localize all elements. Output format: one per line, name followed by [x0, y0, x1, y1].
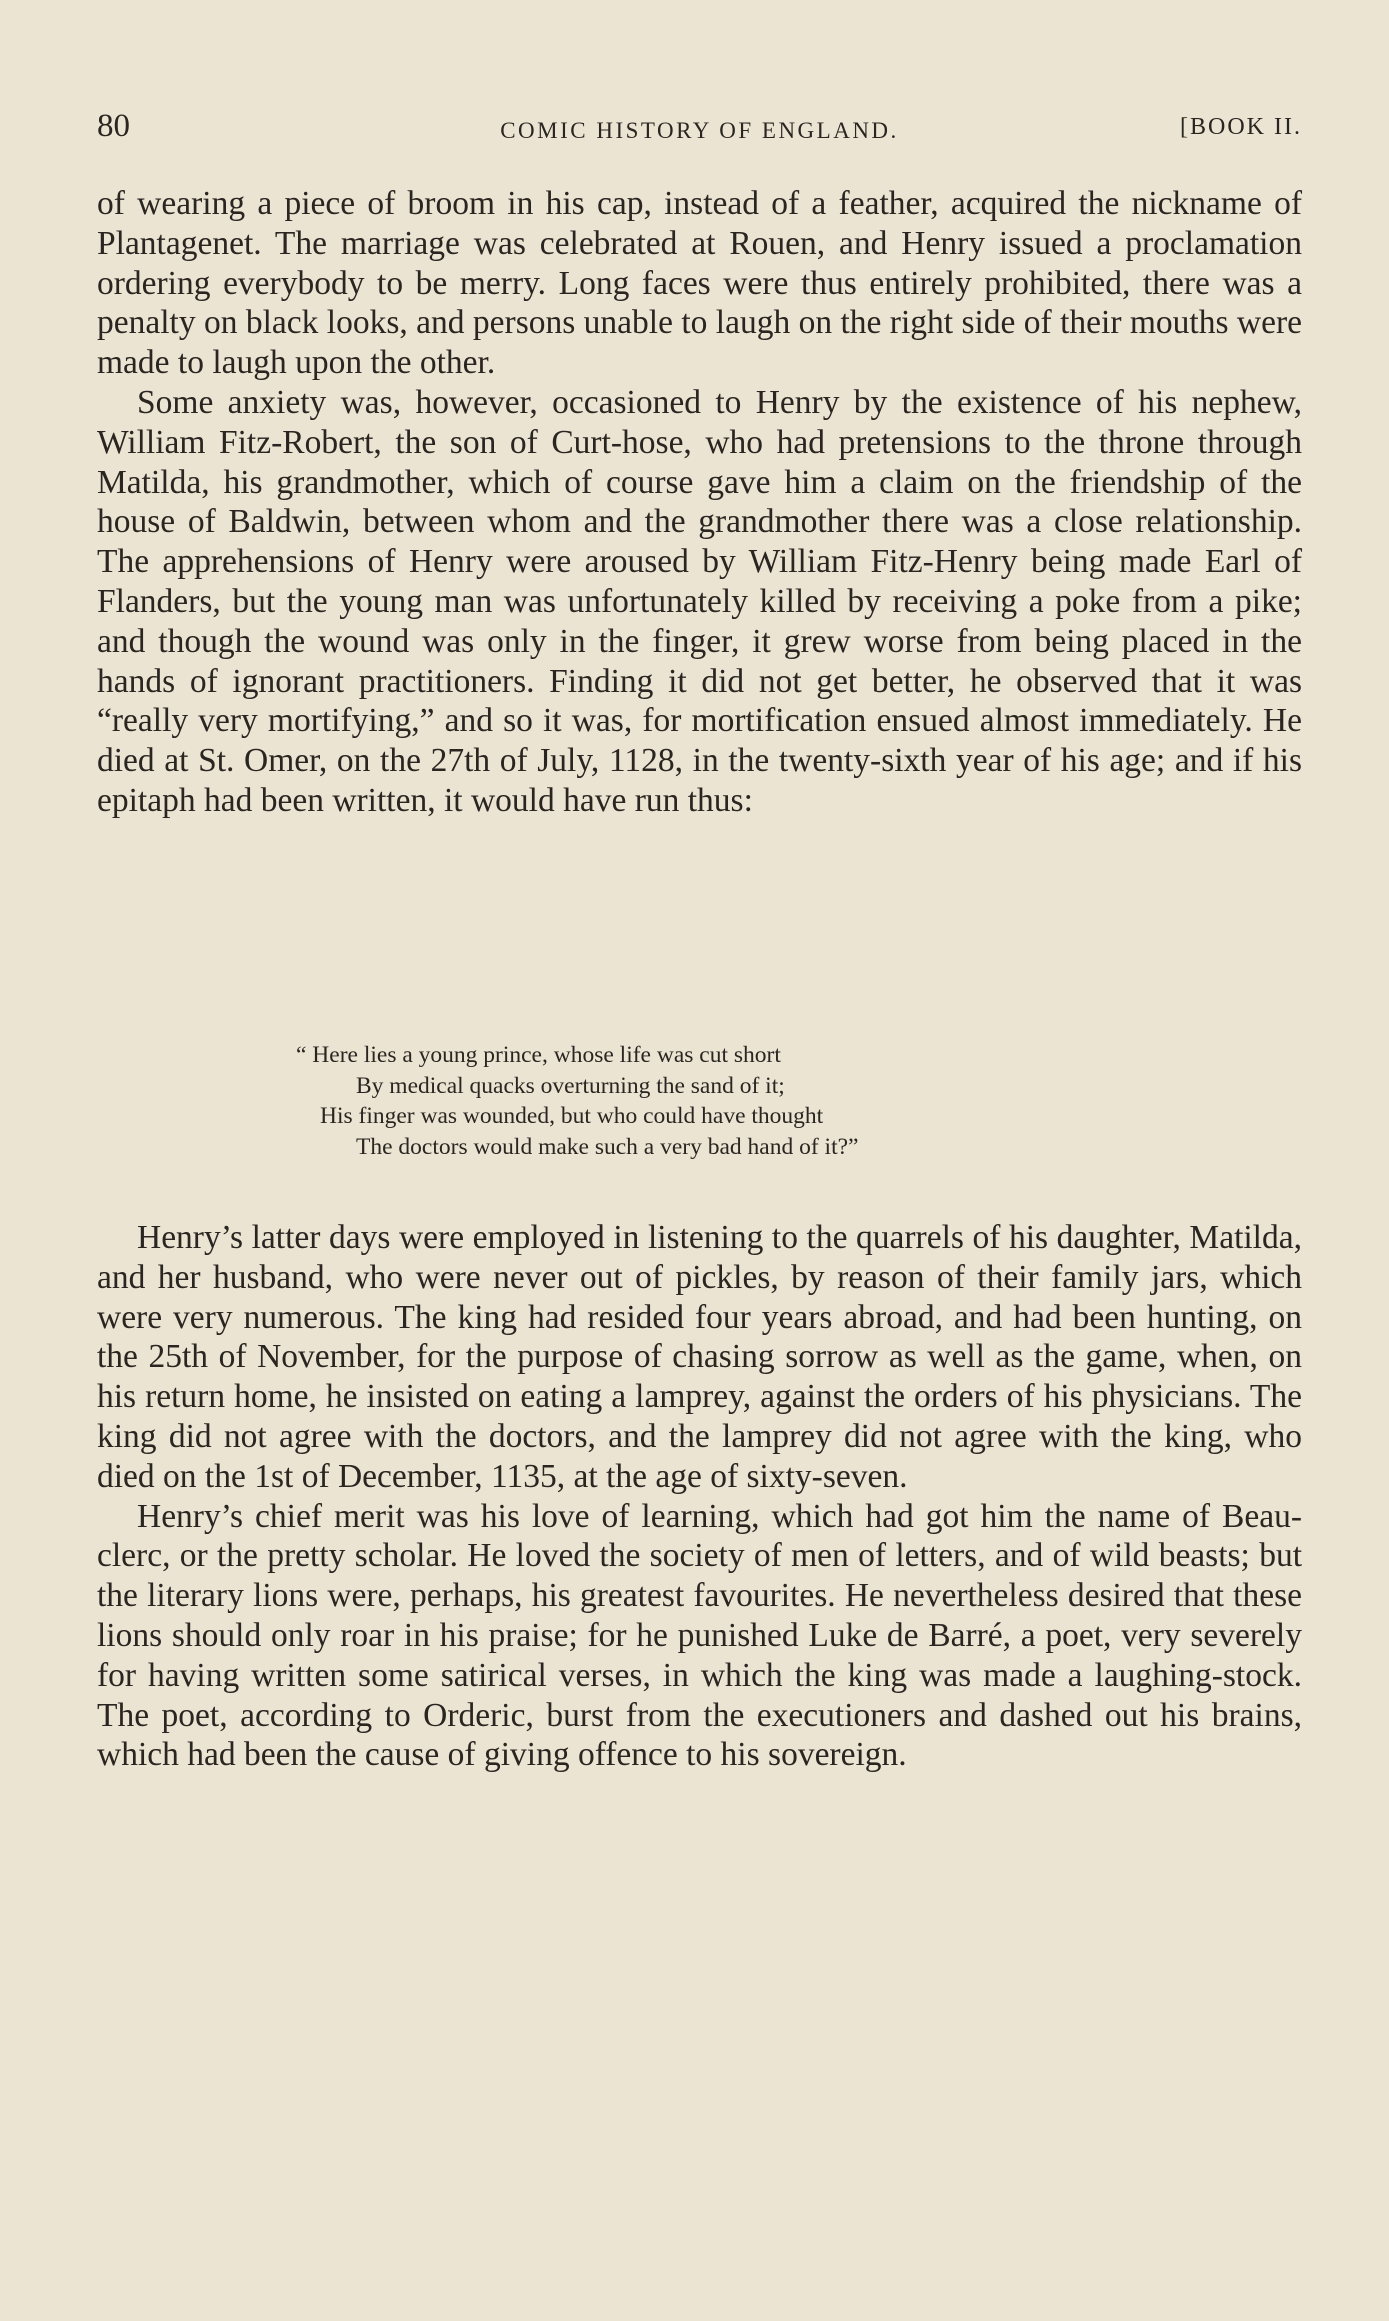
- verse-line: By medical quacks overturning the sand of it;: [356, 1072, 785, 1099]
- body-text-upper: [97, 184, 1302, 821]
- book-reference: [BOOK II.: [1180, 114, 1302, 140]
- running-head: [97, 108, 1302, 158]
- paragraph: Henry’s chief merit was his love of learning, which had got him the name of Beau-clerc, or the pretty scholar. He loved the society of men of letters, and of wild beasts; but the literary lions were, perhaps, his greatest favourites. He nevertheless desired that these lions should only roar in his praise; for he punished Luke de Barré, a poet, very severely for having written some satirical verses, in which the king was made a laughing-stock. The poet, according to Orderic, burst from the executioners and dashed out his brains, which had been the cause of giving offence to his sovereign.: [97, 1497, 1302, 1774]
- verse-line: His finger was wounded, but who could have thought: [320, 1103, 824, 1129]
- verse-line: “ Here lies a young prince, whose life was cut short: [296, 1042, 781, 1068]
- paragraph: Henry’s latter days were employed in listening to the quarrels of his daughter, Matilda, and her husband, who were never out of pickles, by reason of their family jars, which were very numerous. The king had resided four years abroad, and had been hunting, on the 25th of November, for the purpose of chasing sorrow as well as the game, when, on his return home, he insisted on eating a lamprey, against the orders of his physicians. The king did not agree with the doctors, and the lamprey did not agree with the king, who died on the 1st of December, 1135, at the age of sixty-seven.: [97, 1219, 1302, 1495]
- body-text-lower: [97, 1218, 1302, 1775]
- verse-line: The doctors would make such a very bad hand of it?”: [356, 1133, 859, 1160]
- paragraph: Some anxiety was, however, occasioned to Henry by the existence of his nephew, William Fitz-Robert, the son of Curt-hose, who had pretensions to the throne through Matilda, his grandmother, which of course gave him a claim on the friendship of the house of Baldwin, between whom and the grandmother there was a close relationship. The apprehensions of Henry were aroused by William Fitz-Henry being made Earl of Flanders, but the young man was unfortunately killed by receiving a poke from a pike; and though the wound was only in the finger, it grew worse from being placed in the hands of ignorant practitioners. Finding it did not get better, he observed that it was “really very mortifying,” and so it was, for mortification ensued almost immediately. He died at St. Omer, on the 27th of July, 1128, in the twenty-sixth year of his age; and if his epitaph had been written, it would have run thus:: [97, 383, 1302, 819]
- epitaph-verse: [296, 1040, 1196, 1162]
- book-title: COMIC HISTORY OF ENGLAND.: [500, 118, 899, 143]
- page-number: 80: [97, 108, 130, 144]
- paragraph: of wearing a piece of broom in his cap, instead of a feather, acquired the nickname of Plantagenet. The marriage was celebrated at Rouen, and Henry issued a proclamation ordering everybody to be merry. Long faces were thus entirely prohibited, there was a penalty on black looks, and persons unable to laugh on the right side of their mouths were made to laugh upon the other.: [97, 185, 1302, 382]
